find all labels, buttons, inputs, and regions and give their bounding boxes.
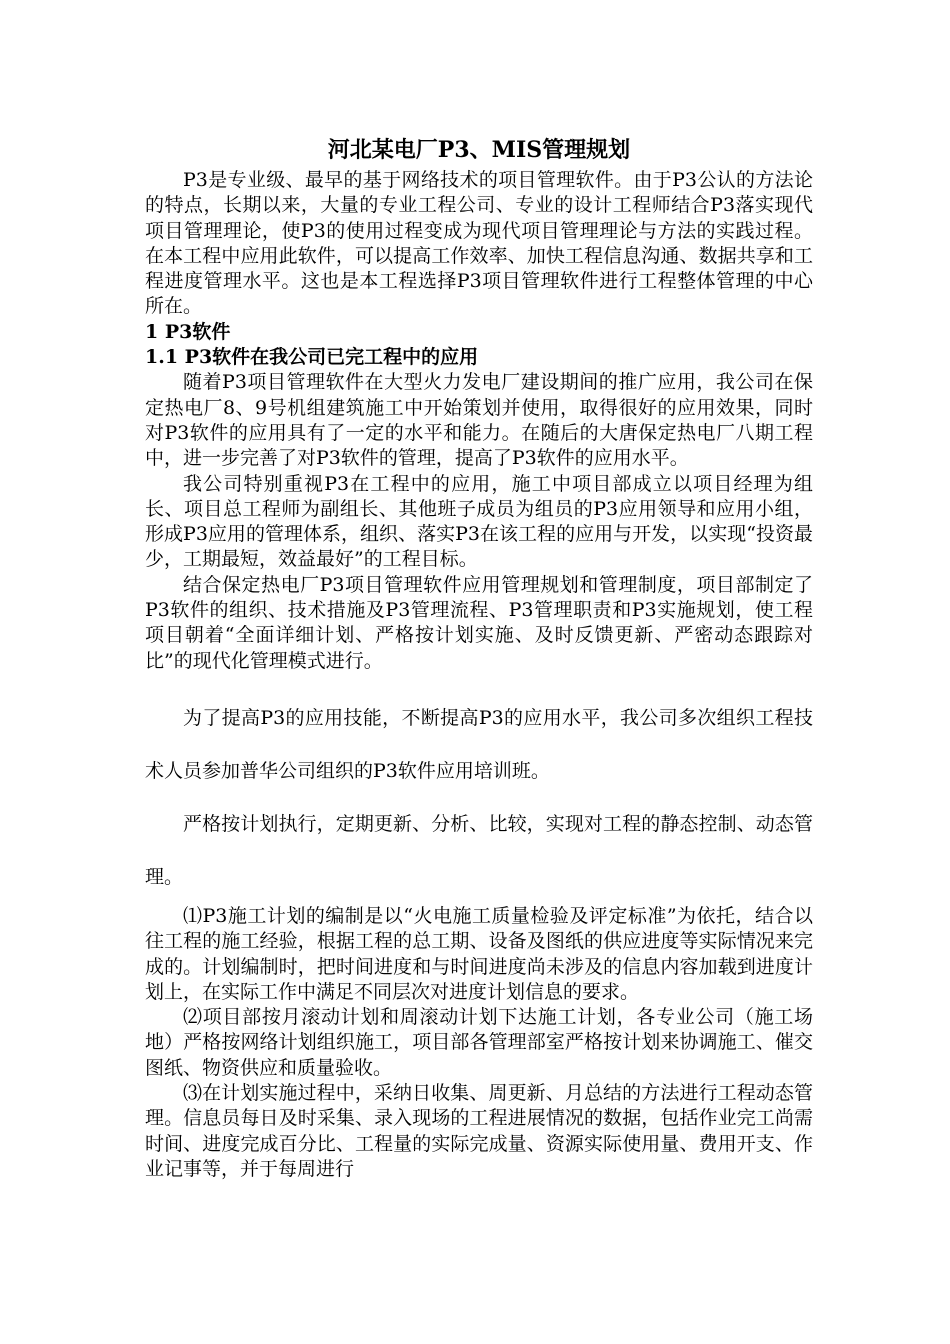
- paragraph-gap: [145, 674, 813, 692]
- paragraph-p3-organization: 我公司特别重视P3在工程中的应用，施工中项目部成立以项目经理为组长、项目总工程师为副组长、其他班子成员为组员的P3应用领导和应用小组，形成P3应用的管理体系，组织、落实P3在该工程的应用与开发，以实现“投资最少，工期最短，效益最好”的工程目标。: [145, 472, 813, 571]
- document-title: 河北某电厂P3、MIS管理规划: [327, 137, 631, 163]
- section-heading-1-1: 1.1 P3软件在我公司已完工程中的应用: [145, 346, 479, 369]
- paragraph-p3-training: 为了提高P3的应用技能，不断提高P3的应用水平，我公司多次组织工程技术人员参加普华公司组织的P3软件应用培训班。: [145, 706, 813, 782]
- paragraph-p3-adoption: 随着P3项目管理软件在大型火力发电厂建设期间的推广应用，我公司在保定热电厂8、9号机组建筑施工中开始策划并使用，取得很好的应用效果，同时对P3软件的应用具有了一定的水平和能力。在随后的大唐保定热电厂八期工程中，进一步完善了对P3软件的管理，提高了P3软件的应用水平。: [145, 371, 813, 470]
- intro-paragraph: P3是专业级、最早的基于网络技术的项目管理软件。由于P3公认的方法论的特点，长期以来，大量的专业工程公司、专业的设计工程师结合P3落实现代项目管理理论，使P3的使用过程变成为现代项目管理理论与方法的实践过程。在本工程中应用此软件，可以提高工作效率、加快工程信息沟通、数据共享和工程进度管理水平。这也是本工程选择P3项目管理软件进行工程整体管理的中心所在。: [145, 169, 813, 318]
- paragraph-plan-execution: 严格按计划执行，定期更新、分析、比较，实现对工程的静态控制、动态管理。: [145, 812, 813, 888]
- paragraph-p3-planning: 结合保定热电厂P3项目管理软件应用管理规划和管理制度，项目部制定了P3软件的组织、技术措施及P3管理流程、P3管理职责和P3实施规划，使工程项目朝着“全面详细计划、严格按计划实施、及时反馈更新、严密动态跟踪对比”的现代化管理模式进行。: [145, 573, 813, 672]
- section-heading-1: 1 P3软件: [145, 320, 231, 343]
- list-item-plan-compilation: ⑴P3施工计划的编制是以“火电施工质量检验及评定标准”为依托，结合以往工程的施工经验，根据工程的总工期、设备及图纸的供应进度等实际情况来完成的。计划编制时，把时间进度和与时间进度尚未涉及的信息内容加载到进度计划上，在实际工作中满足不同层次对进度计划信息的要求。: [145, 904, 813, 1003]
- document-body: [145, 132, 813, 1182]
- list-item-dynamic-management: ⑶在计划实施过程中，采纳日收集、周更新、月总结的方法进行工程动态管理。信息员每日及时采集、录入现场的工程进展情况的数据，包括作业完工尚需时间、进度完成百分比、工程量的实际完成量、资源实际使用量、费用开支、作业记事等，并于每周进行: [145, 1082, 813, 1180]
- list-item-rolling-plan: ⑵项目部按月滚动计划和周滚动计划下达施工计划，各专业公司（施工场地）严格按网络计划组织施工，项目部各管理部室严格按计划来协调施工、催交图纸、物资供应和质量验收。: [145, 1006, 813, 1079]
